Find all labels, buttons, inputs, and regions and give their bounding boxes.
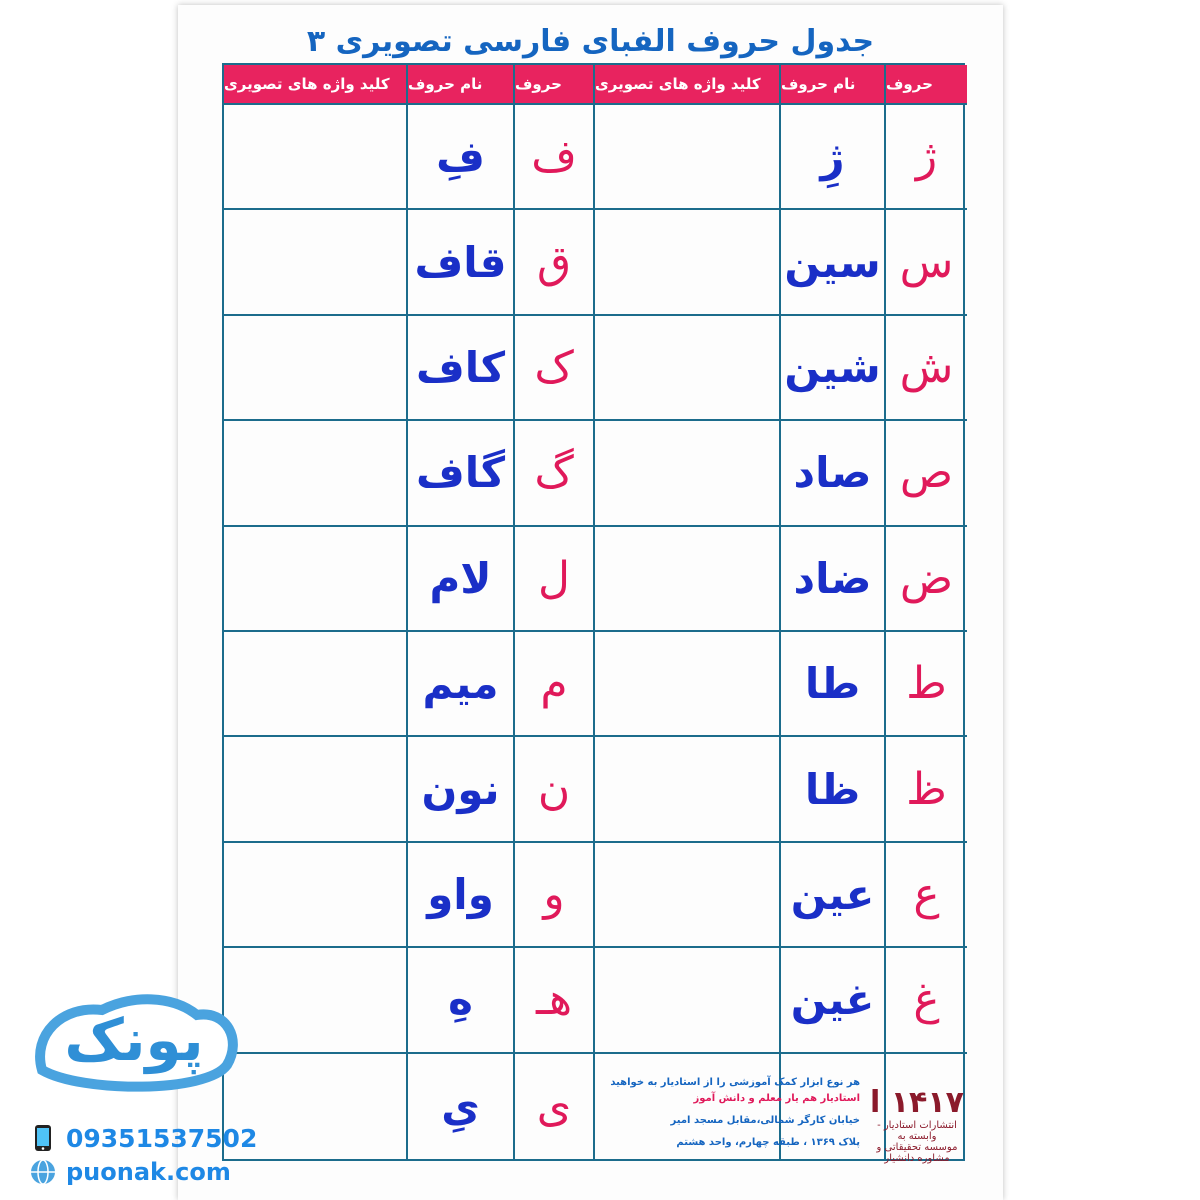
letter-left: ک [515, 316, 595, 421]
footer-line: پلاک ۱۳۶۹ ، طبقه چهارم، واحد هشتم [676, 1137, 860, 1148]
publisher-name: انتشارات استادیار - وابسته به [877, 1120, 957, 1142]
letter-name-left: واو [408, 843, 515, 948]
letter-name-left: یِ [408, 1054, 515, 1159]
letter-name-left: هِ [408, 948, 515, 1053]
footer-line: هر نوع ابزار کمک آموزشی را از استادیار به خواهید [610, 1077, 860, 1088]
letter-name-left: کاف [408, 316, 515, 421]
letter-name-left: میم [408, 632, 515, 737]
letter-name-right: طا [781, 632, 886, 737]
phone-contact [28, 1123, 257, 1153]
letter-name-left: فِ [408, 105, 515, 210]
keyword-cell-left [224, 210, 408, 315]
keyword-cell-right [595, 105, 781, 210]
letter-left: هـ [515, 948, 595, 1053]
keyword-cell-left [224, 316, 408, 421]
letter-right: ض [886, 527, 967, 632]
letter-right: ظ [886, 737, 967, 842]
header-keyword-right: کلید واژه های تصویری [595, 65, 781, 105]
header-keyword-left: کلید واژه های تصویری [224, 65, 408, 105]
letter-left: م [515, 632, 595, 737]
footer-line: خیابان کارگر شمالی،مقابل مسجد امیر [670, 1115, 860, 1126]
keyword-cell-left [224, 843, 408, 948]
publisher-logo [862, 1085, 972, 1165]
keyword-cell-left [224, 737, 408, 842]
letter-name-right: غین [781, 948, 886, 1053]
letter-left: ق [515, 210, 595, 315]
letter-name-right: ظا [781, 737, 886, 842]
letter-name-right: سین [781, 210, 886, 315]
phone-icon [28, 1123, 58, 1153]
keyword-cell-right [595, 843, 781, 948]
footer-line: استادیار هم یار معلم و دانش آموز [693, 1093, 860, 1104]
publisher-sub: موسسه تحقیقاتی و مشاوره دانشیار [876, 1142, 958, 1164]
letter-right: ط [886, 632, 967, 737]
keyword-cell-left [224, 105, 408, 210]
letter-name-left: قاف [408, 210, 515, 315]
publisher-mark: ۱۴۱۷ ا [870, 1085, 964, 1120]
letter-right: ص [886, 421, 967, 526]
letter-left: ل [515, 527, 595, 632]
letter-left: ف [515, 105, 595, 210]
footer-info [590, 1075, 860, 1151]
letter-left: ی [515, 1054, 595, 1159]
keyword-cell-left [224, 948, 408, 1053]
letter-left: گ [515, 421, 595, 526]
letter-right: س [886, 210, 967, 315]
keyword-cell-right [595, 421, 781, 526]
letter-name-right: عین [781, 843, 886, 948]
brand-text: پونک [64, 1006, 204, 1074]
letter-right: ش [886, 316, 967, 421]
letter-name-right: صاد [781, 421, 886, 526]
header-name-right: نام حروف [781, 65, 886, 105]
letter-name-left: لام [408, 527, 515, 632]
header-letter-right: حروف [886, 65, 967, 105]
poster-title: جدول حروف الفبای فارسی تصویری ۳ [306, 24, 875, 59]
letter-name-left: گاف [408, 421, 515, 526]
letter-name-right: شین [781, 316, 886, 421]
keyword-cell-right [595, 210, 781, 315]
keyword-cell-right [595, 316, 781, 421]
letter-left: ن [515, 737, 595, 842]
keyword-cell-right [595, 737, 781, 842]
letter-name-left: نون [408, 737, 515, 842]
website-contact [28, 1157, 231, 1187]
keyword-cell-right [595, 948, 781, 1053]
letter-right: ژ [886, 105, 967, 210]
letter-left: و [515, 843, 595, 948]
puonak-logo-icon [22, 975, 247, 1095]
website-url: puonak.com [66, 1158, 231, 1186]
header-name-left: نام حروف [408, 65, 515, 105]
letter-name-right: ژِ [781, 105, 886, 210]
letter-right: ع [886, 843, 967, 948]
keyword-cell-right [595, 632, 781, 737]
globe-icon [28, 1157, 58, 1187]
keyword-cell-left [224, 421, 408, 526]
header-letter-left: حروف [515, 65, 595, 105]
alphabet-table [222, 63, 965, 1161]
letter-name-right: ضاد [781, 527, 886, 632]
keyword-cell-right [595, 527, 781, 632]
keyword-cell-left [224, 632, 408, 737]
keyword-cell-left [224, 527, 408, 632]
phone-number: 09351537502 [66, 1123, 258, 1153]
letter-right: غ [886, 948, 967, 1053]
